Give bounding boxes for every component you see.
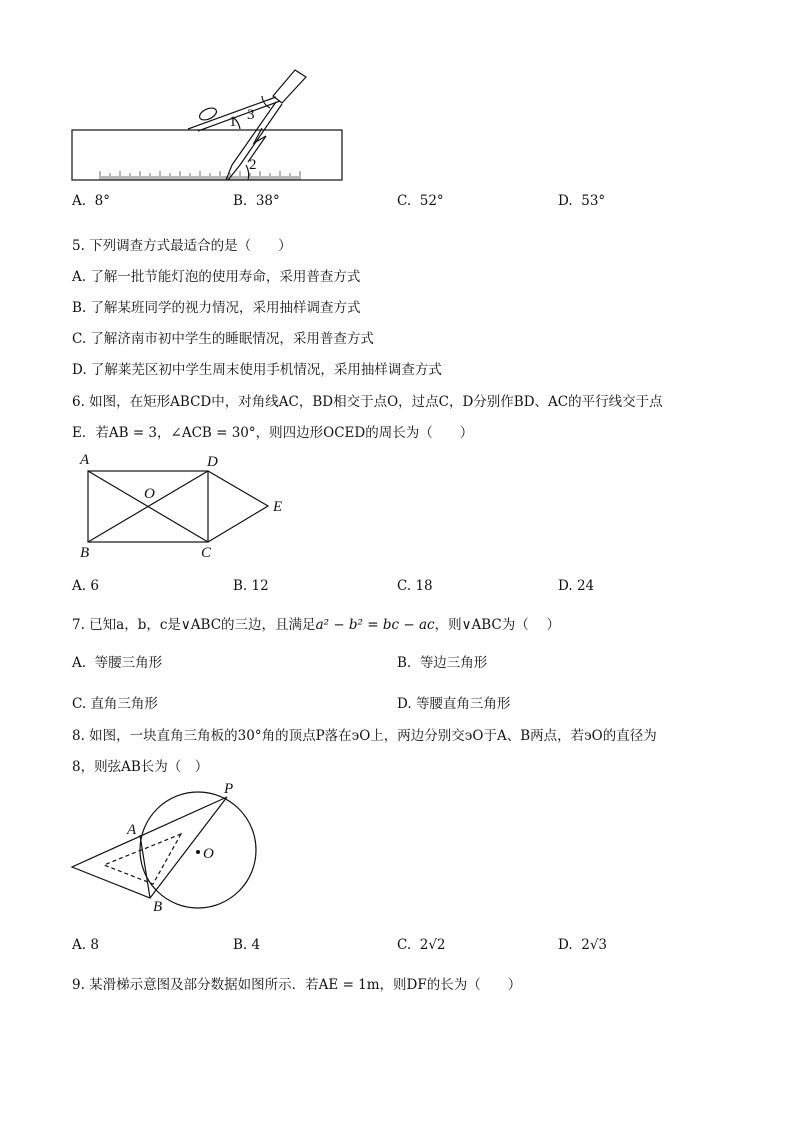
- q7-option-c: [72, 692, 158, 712]
- option-text: 8°: [94, 193, 110, 209]
- point-label-p: P: [224, 781, 234, 797]
- ruler-ticks: [100, 171, 300, 180]
- q7-stem: [72, 613, 560, 633]
- q6-option-d: [558, 578, 594, 594]
- q4-option-d: [558, 193, 605, 209]
- q5-option-a: A. 了解一批节能灯泡的使用寿命，采用普查方式: [72, 269, 361, 285]
- option-key: A.: [72, 578, 87, 594]
- point-label-b: B: [80, 545, 90, 561]
- q4-option-a: [72, 193, 110, 209]
- option-key: B.: [233, 937, 248, 953]
- option-text: 等腰直角三角形: [415, 696, 511, 712]
- option-key: B.: [233, 193, 248, 209]
- ruler-compass-figure: [0, 0, 794, 200]
- circle-triangle-figure: [0, 780, 794, 920]
- option-key: A.: [72, 937, 87, 953]
- q5-option-b: B. 了解某班同学的视力情况，采用抽样调查方式: [72, 300, 361, 316]
- option-text: 12: [251, 578, 269, 594]
- q8-option-c: [397, 937, 446, 953]
- option-text: 24: [576, 578, 595, 594]
- q5-option-d: D. 了解莱芜区初中学生周末使用手机情况，采用抽样调查方式: [72, 362, 442, 378]
- q6-stem-line2: E．若AB = 3，∠ACB = 30°，则四边形OCED的周长为（ ）: [72, 425, 474, 441]
- option-key: D.: [558, 193, 573, 209]
- point-label-o: O: [144, 486, 155, 502]
- point-label-d: D: [207, 454, 218, 470]
- option-key: D.: [558, 937, 573, 953]
- q7-option-a: [72, 651, 162, 671]
- q8-option-d: [558, 937, 607, 953]
- q8-option-b: [233, 937, 260, 953]
- angle-label-3: 3: [247, 107, 255, 123]
- q6-option-b: [233, 578, 269, 594]
- ruler: [72, 130, 342, 180]
- option-key: B.: [233, 578, 248, 594]
- rectangle-figure: [0, 450, 794, 565]
- compass: [188, 70, 306, 180]
- option-key: C.: [72, 696, 87, 712]
- option-key: A.: [72, 193, 87, 209]
- point-label-b: B: [153, 899, 163, 915]
- option-key: C.: [397, 578, 412, 594]
- option-text: 53°: [581, 193, 606, 209]
- q4-option-b: [233, 193, 280, 209]
- point-label-c: C: [201, 545, 212, 561]
- q8-stem-line1: 8. 如图，一块直角三角板的30°角的顶点P落在϶O上，两边分别交϶O于A、B两点，若϶O的直径为: [72, 728, 657, 744]
- option-text: 18: [415, 578, 433, 594]
- angle-label-2: 2: [249, 157, 257, 173]
- q7-stem-part1: 7. 已知a，b，c是∨ABC的三边，且满足: [72, 617, 316, 633]
- q7-option-b: [397, 651, 487, 671]
- option-key: C.: [397, 937, 412, 953]
- option-text: 52°: [419, 193, 444, 209]
- point-label-e: E: [273, 499, 283, 515]
- q7-stem-part2: ，则∨ABC为（ ）: [434, 617, 561, 633]
- option-key: A.: [72, 655, 87, 671]
- q4-option-c: [397, 193, 444, 209]
- center-dot: [196, 850, 200, 854]
- option-text: 等腰三角形: [94, 655, 163, 671]
- q8-option-a: [72, 937, 99, 953]
- option-text: 6: [90, 578, 99, 594]
- option-key: D.: [397, 696, 412, 712]
- point-label-o: O: [203, 846, 214, 862]
- option-text: 2√3: [581, 937, 608, 953]
- point-label-a: A: [127, 822, 137, 838]
- segments-de-ce: [208, 471, 268, 542]
- q7-option-d: [397, 692, 510, 712]
- option-text: 4: [251, 937, 261, 953]
- option-text: 8: [90, 937, 99, 953]
- option-key: D.: [558, 578, 573, 594]
- q6-option-c: [397, 578, 433, 594]
- option-text: 等边三角形: [419, 655, 488, 671]
- q8-stem-line2: 8，则弦AB长为（ ）: [72, 759, 209, 775]
- q6-stem-line1: 6. 如图，在矩形ABCD中，对角线AC，BD相交于点O，过点C，D分别作BD、AC的平行线交于点: [72, 394, 663, 410]
- q9-stem: 9. 某滑梯示意图及部分数据如图所示．若AE = 1m，则DF的长为（ ）: [72, 977, 522, 993]
- option-key: B.: [397, 655, 412, 671]
- set-square-inner: [104, 834, 181, 884]
- q6-option-a: [72, 578, 99, 594]
- chord-ab: [140, 835, 150, 898]
- point-label-a: A: [80, 452, 90, 468]
- angle-label-1: 1: [229, 114, 237, 130]
- option-text: 2√2: [419, 937, 446, 953]
- q5-option-c: C. 了解济南市初中学生的睡眠情况，采用普查方式: [72, 331, 374, 347]
- q5-stem: 5. 下列调查方式最适合的是（ ）: [72, 238, 292, 254]
- option-text: 38°: [255, 193, 280, 209]
- q7-equation: a² − b² = bc − ac: [315, 617, 435, 633]
- option-key: C.: [397, 193, 412, 209]
- option-text: 直角三角形: [90, 696, 158, 712]
